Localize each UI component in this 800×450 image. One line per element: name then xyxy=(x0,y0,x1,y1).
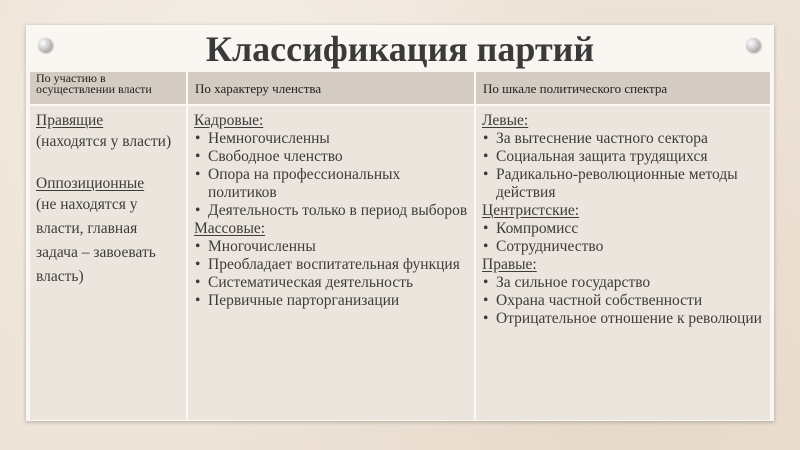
cadre-title: Кадровые: xyxy=(194,112,264,129)
column-participation xyxy=(30,106,186,420)
right-title: Правые: xyxy=(482,256,537,273)
list-item: • Сотрудничество xyxy=(482,238,764,256)
list-item: • Систематическая деятельность xyxy=(194,274,468,292)
list-item: • Охрана частной собственности xyxy=(482,292,764,310)
list-item: • Деятельность только в период выборов xyxy=(194,202,468,220)
center-list xyxy=(482,220,764,256)
opposition-title: Оппозиционные xyxy=(36,175,145,192)
list-item: • Многочисленны xyxy=(194,238,468,256)
mass-title: Массовые: xyxy=(194,220,266,237)
ruling-title: Правящие xyxy=(36,112,104,129)
list-item: • Немногочисленны xyxy=(194,130,468,148)
list-item: • Опора на профессиональных политиков xyxy=(194,166,468,202)
mass-list xyxy=(194,238,468,310)
column-membership xyxy=(188,106,474,420)
list-item: • Социальная защита трудящихся xyxy=(482,148,764,166)
slide-title: Классификация партий xyxy=(205,29,595,69)
ruling-desc: (находятся у власти) xyxy=(36,133,172,150)
center-title: Центристские: xyxy=(482,202,580,219)
classification-table xyxy=(30,72,770,420)
list-item: • За вытеснение частного сектора xyxy=(482,130,764,148)
list-item: • Отрицательное отношение к революции xyxy=(482,310,764,328)
left-list xyxy=(482,130,764,202)
list-item: • Первичные парторганизации xyxy=(194,292,468,310)
left-title: Левые: xyxy=(482,112,529,129)
right-list xyxy=(482,274,764,328)
header-spectrum: По шкале политического спектра xyxy=(476,72,770,104)
list-item: • За сильное государство xyxy=(482,274,764,292)
header-membership: По характеру членства xyxy=(188,72,474,104)
column-spectrum xyxy=(476,106,770,420)
list-item: • Преобладает воспитательная функция xyxy=(194,256,468,274)
cadre-list xyxy=(194,130,468,220)
header-participation: По участию в осуществлении власти xyxy=(30,72,186,104)
list-item: • Компромисс xyxy=(482,220,764,238)
list-item: • Радикально-революционные методы действия xyxy=(482,166,764,202)
list-item: • Свободное членство xyxy=(194,148,468,166)
opposition-desc: (не находятся у власти, главная задача – завоевать власть) xyxy=(36,196,156,285)
